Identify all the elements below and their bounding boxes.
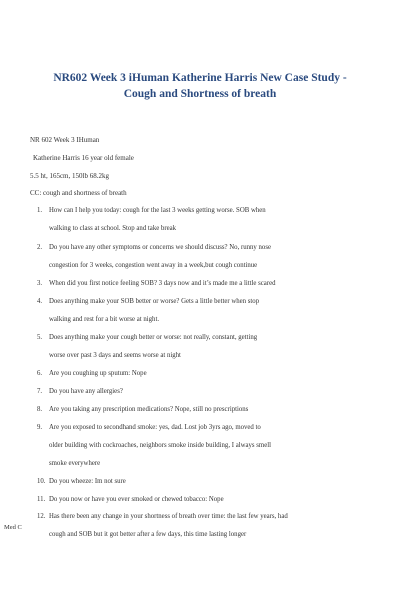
question-text: Do you now or have you ever smoked or chewed tobacco: Nope: [49, 496, 224, 503]
question-item: [37, 279, 377, 288]
question-continuation: walking and rest for a bit worse at night.: [49, 316, 160, 323]
question-item: [37, 297, 377, 324]
question-continuation: cough and SOB but it got better after a few days, this time lasting longer: [49, 531, 247, 538]
question-text: How can I help you today: cough for the last 3 weeks getting worse. SOB when: [49, 207, 266, 214]
question-text: Are you exposed to secondhand smoke: yes, dad. Lost job 3yrs ago, moved to: [49, 424, 261, 431]
question-number: 5.: [37, 334, 43, 341]
question-number: 8.: [37, 406, 43, 413]
patient-info: Katherine Harris 16 year old female: [33, 154, 134, 162]
question-item: [37, 423, 377, 468]
title-line-1: NR602 Week 3 iHuman Katherine Harris New Case Study -: [53, 72, 347, 84]
question-continuation: walking to class at school. Stop and take break: [49, 225, 177, 232]
title-line-2: Cough and Shortness of breath: [123, 88, 277, 100]
question-number: 10.: [37, 478, 46, 485]
question-text: Do you have any other symptoms or concerns we should discuss? No, runny nose: [49, 244, 271, 251]
question-number: 7.: [37, 388, 43, 395]
question-item: [37, 405, 377, 414]
question-text: Do you wheeze: Im not sure: [49, 478, 126, 485]
question-text: Does anything make your SOB better or worse? Gets a little better when stop: [49, 298, 260, 305]
question-text: Are you taking any prescription medications? Nope, still no prescriptions: [49, 406, 249, 413]
question-item: [37, 477, 377, 486]
question-text: Has there been any change in your shortness of breath over time: the last few years, had: [49, 513, 288, 520]
chief-complaint: CC: cough and shortness of breath: [30, 189, 127, 197]
question-number: 11.: [37, 496, 46, 503]
patient-measurements: 5.5 ht, 165cm, 150lb 68.2kg: [30, 172, 109, 180]
question-text: When did you first notice feeling SOB? 3 days now and it’s made me a little scared: [49, 280, 276, 287]
question-number: 6.: [37, 370, 43, 377]
question-item: [37, 387, 377, 396]
question-item: [37, 243, 377, 270]
question-text: Do you have any allergies?: [49, 388, 123, 395]
question-item: [37, 369, 377, 378]
question-text: Does anything make your cough better or worse: not really, constant, getting: [49, 334, 258, 341]
footer-label: Med C: [4, 524, 22, 531]
document-title: [40, 70, 360, 102]
course-label: NR 602 Week 3 IHuman: [30, 136, 100, 144]
question-item: [37, 333, 377, 360]
question-number: 2.: [37, 244, 43, 251]
question-continuation: congestion for 3 weeks, congestion went away in a week,but cough continue: [49, 262, 258, 269]
question-item: [37, 206, 377, 233]
question-continuation: worse over past 3 days and seems worse at night: [49, 352, 181, 359]
question-number: 3.: [37, 280, 43, 287]
question-text: Are you coughing up sputum: Nope: [49, 370, 147, 377]
question-number: 12.: [37, 513, 46, 520]
question-continuation: older building with cockroaches, neighbors smoke inside building, I always smell: [49, 442, 271, 449]
question-number: 4.: [37, 298, 43, 305]
question-continuation: smoke everywhere: [49, 460, 101, 467]
question-number: 1.: [37, 207, 43, 214]
question-number: 9.: [37, 424, 43, 431]
question-item: [37, 495, 377, 504]
question-item: [37, 512, 377, 539]
